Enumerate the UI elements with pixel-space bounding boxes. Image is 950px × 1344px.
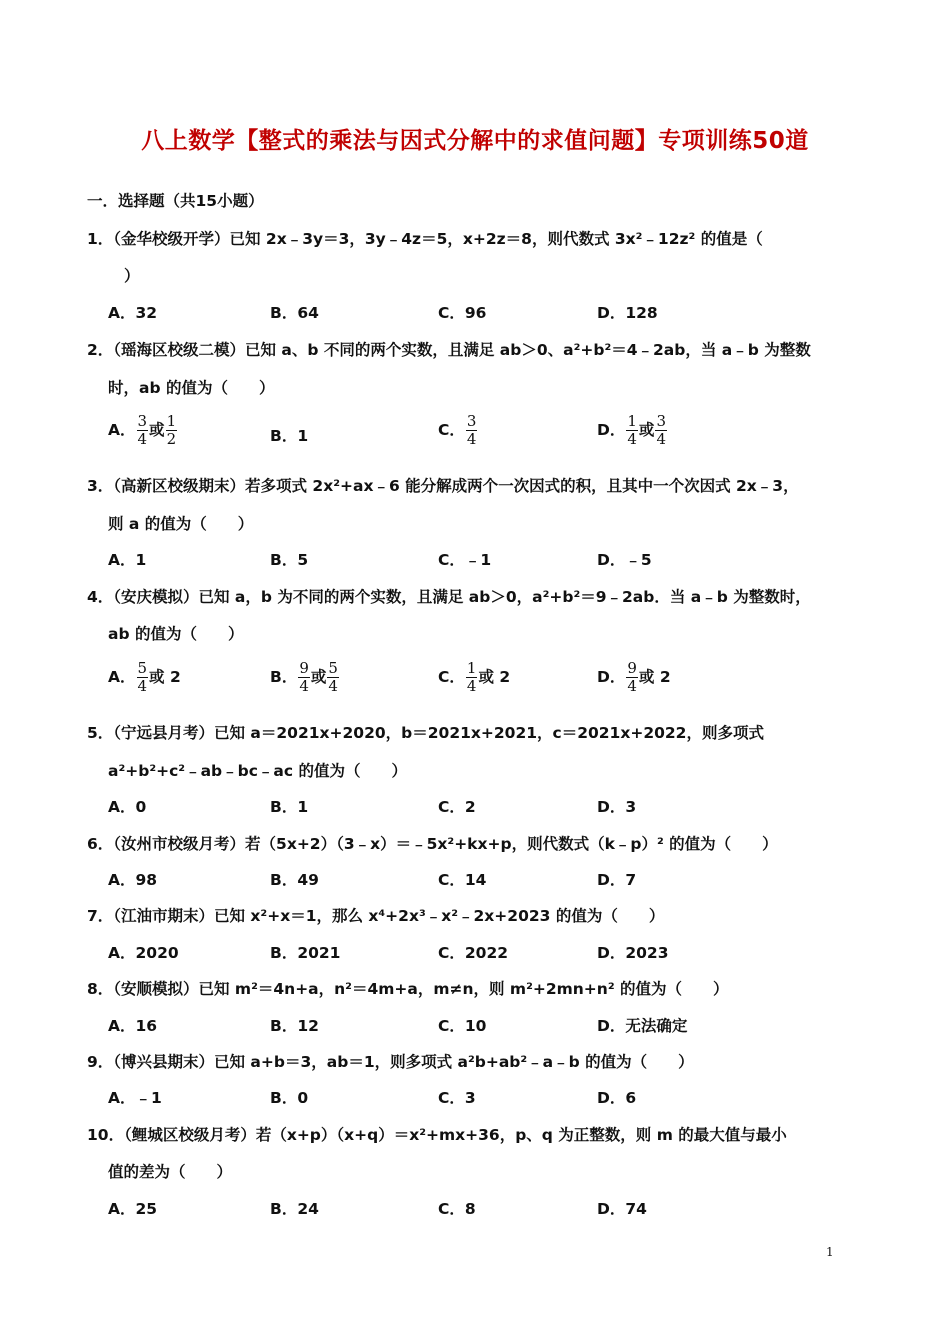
q10-option-b: B．24 — [270, 1200, 319, 1218]
q1-option-b: B．64 — [270, 304, 319, 322]
q6-option-d: D．7 — [597, 871, 637, 889]
q4-option-b: B． $\frac{9}{4}$ 或 $\frac{5}{4}$ — [270, 659, 338, 695]
question-10-cont: 值的差为（ ） — [108, 1163, 233, 1181]
q10-option-a: A．25 — [108, 1200, 158, 1218]
question-6: 6．（汝州市校级月考）若（5x+2）（3﹣x）＝﹣5x²+kx+p，则代数式（k﹣p）² 的值为（ ） — [87, 835, 778, 853]
q8-option-a: A．16 — [108, 1017, 158, 1035]
q8-option-d: D．无法确定 — [597, 1017, 688, 1035]
q9-option-a: A．﹣1 — [108, 1089, 162, 1107]
fraction: $\frac{5}{4}$ — [137, 659, 148, 695]
q2-option-c: C． $\frac{3}{4}$ — [438, 412, 477, 448]
page-number: 1 — [826, 1245, 834, 1259]
fraction: $\frac{9}{4}$ — [299, 659, 309, 695]
q4-option-a: A． $\frac{5}{4}$ 或 2 — [108, 659, 181, 695]
q6-option-c: C．14 — [438, 871, 487, 889]
question-8: 8．（安顺模拟）已知 m²＝4n+a，n²＝4m+a，m≠n，则 m²+2mn+n² 的值为（ ） — [87, 980, 729, 998]
q8-option-c: C．10 — [438, 1017, 487, 1035]
q6-option-b: B．49 — [270, 871, 319, 889]
fraction: $\frac{1}{2}$ — [166, 412, 177, 448]
q4-option-d: D． $\frac{9}{4}$ 或 2 — [597, 659, 671, 695]
q5-option-a: A．0 — [108, 798, 147, 816]
q9-option-b: B．0 — [270, 1089, 309, 1107]
q7-option-a: A．2020 — [108, 944, 179, 962]
q2-option-d: D． $\frac{1}{4}$ 或 $\frac{3}{4}$ — [597, 412, 666, 448]
fraction: $\frac{5}{4}$ — [328, 659, 338, 695]
q9-option-d: D．6 — [597, 1089, 637, 1107]
q2-option-b: B．1 — [270, 427, 309, 445]
question-7: 7．（江油市期末）已知 x²+x＝1，那么 x⁴+2x³﹣x²﹣2x+2023 的值为（ ） — [87, 907, 665, 925]
q2-option-a: A． $\frac{3}{4}$ 或 $\frac{1}{2}$ — [108, 412, 177, 448]
q3-option-d: D．﹣5 — [597, 551, 652, 569]
q1-option-c: C．96 — [438, 304, 487, 322]
page-title: 八上数学【整式的乘法与因式分解中的求值问题】专项训练50道 — [141, 128, 809, 154]
q8-option-b: B．12 — [270, 1017, 319, 1035]
question-2: 2．（瑶海区校级二模）已知 a、b 不同的两个实数，且满足 ab＞0、a²+b²＝4﹣2ab，当 a﹣b 为整数 — [87, 341, 811, 359]
q9-option-c: C．3 — [438, 1089, 476, 1107]
q1-option-d: D．128 — [597, 304, 658, 322]
question-4: 4．（安庆模拟）已知 a，b 为不同的两个实数，且满足 ab＞0，a²+b²＝9﹣2ab．当 a﹣b 为整数时， — [87, 588, 811, 606]
q1-option-a: A．32 — [108, 304, 158, 322]
q4-option-c: C． $\frac{1}{4}$ 或 2 — [438, 659, 511, 695]
question-1-cont: ） — [124, 267, 140, 285]
fraction: $\frac{1}{4}$ — [627, 412, 637, 448]
q3-option-a: A．1 — [108, 551, 147, 569]
q5-option-b: B．1 — [270, 798, 309, 816]
question-2-cont: 时，ab 的值为（ ） — [108, 379, 275, 397]
q10-option-d: D．74 — [597, 1200, 647, 1218]
q7-option-c: C．2022 — [438, 944, 509, 962]
fraction: $\frac{1}{4}$ — [466, 659, 477, 695]
question-10: 10．（鲤城区校级月考）若（x+p）（x+q）＝x²+mx+36，p、q 为正整数，则 m 的最大值与最小 — [87, 1126, 787, 1144]
q10-option-c: C．8 — [438, 1200, 476, 1218]
q5-option-c: C．2 — [438, 798, 476, 816]
q5-option-d: D．3 — [597, 798, 637, 816]
fraction: $\frac{3}{4}$ — [466, 412, 477, 448]
q3-option-b: B．5 — [270, 551, 309, 569]
question-1: 1．（金华校级开学）已知 2x﹣3y＝3，3y﹣4z＝5，x+2z＝8，则代数式 3x²﹣12z² 的值是（ — [87, 230, 763, 248]
q3-option-c: C．﹣1 — [438, 551, 492, 569]
question-4-cont: ab 的值为（ ） — [108, 625, 244, 643]
question-3-cont: 则 a 的值为（ ） — [108, 515, 254, 533]
question-5: 5．（宁远县月考）已知 a＝2021x+2020，b＝2021x+2021，c＝2021x+2022，则多项式 — [87, 724, 764, 742]
question-3: 3．（高新区校级期末）若多项式 2x²+ax﹣6 能分解成两个一次因式的积，且其中一个次因式 2x﹣3， — [87, 477, 799, 495]
section-heading: 一．选择题（共15小题） — [87, 192, 264, 210]
question-5-cont: a²+b²+c²﹣ab﹣bc﹣ac 的值为（ ） — [108, 762, 407, 780]
fraction: $\frac{9}{4}$ — [627, 659, 637, 695]
question-9: 9．（博兴县期末）已知 a+b＝3，ab＝1，则多项式 a²b+ab²﹣a﹣b 的值为（ ） — [87, 1053, 694, 1071]
q7-option-d: D．2023 — [597, 944, 669, 962]
fraction: $\frac{3}{4}$ — [137, 412, 148, 448]
q6-option-a: A．98 — [108, 871, 158, 889]
q7-option-b: B．2021 — [270, 944, 341, 962]
fraction: $\frac{3}{4}$ — [656, 412, 666, 448]
